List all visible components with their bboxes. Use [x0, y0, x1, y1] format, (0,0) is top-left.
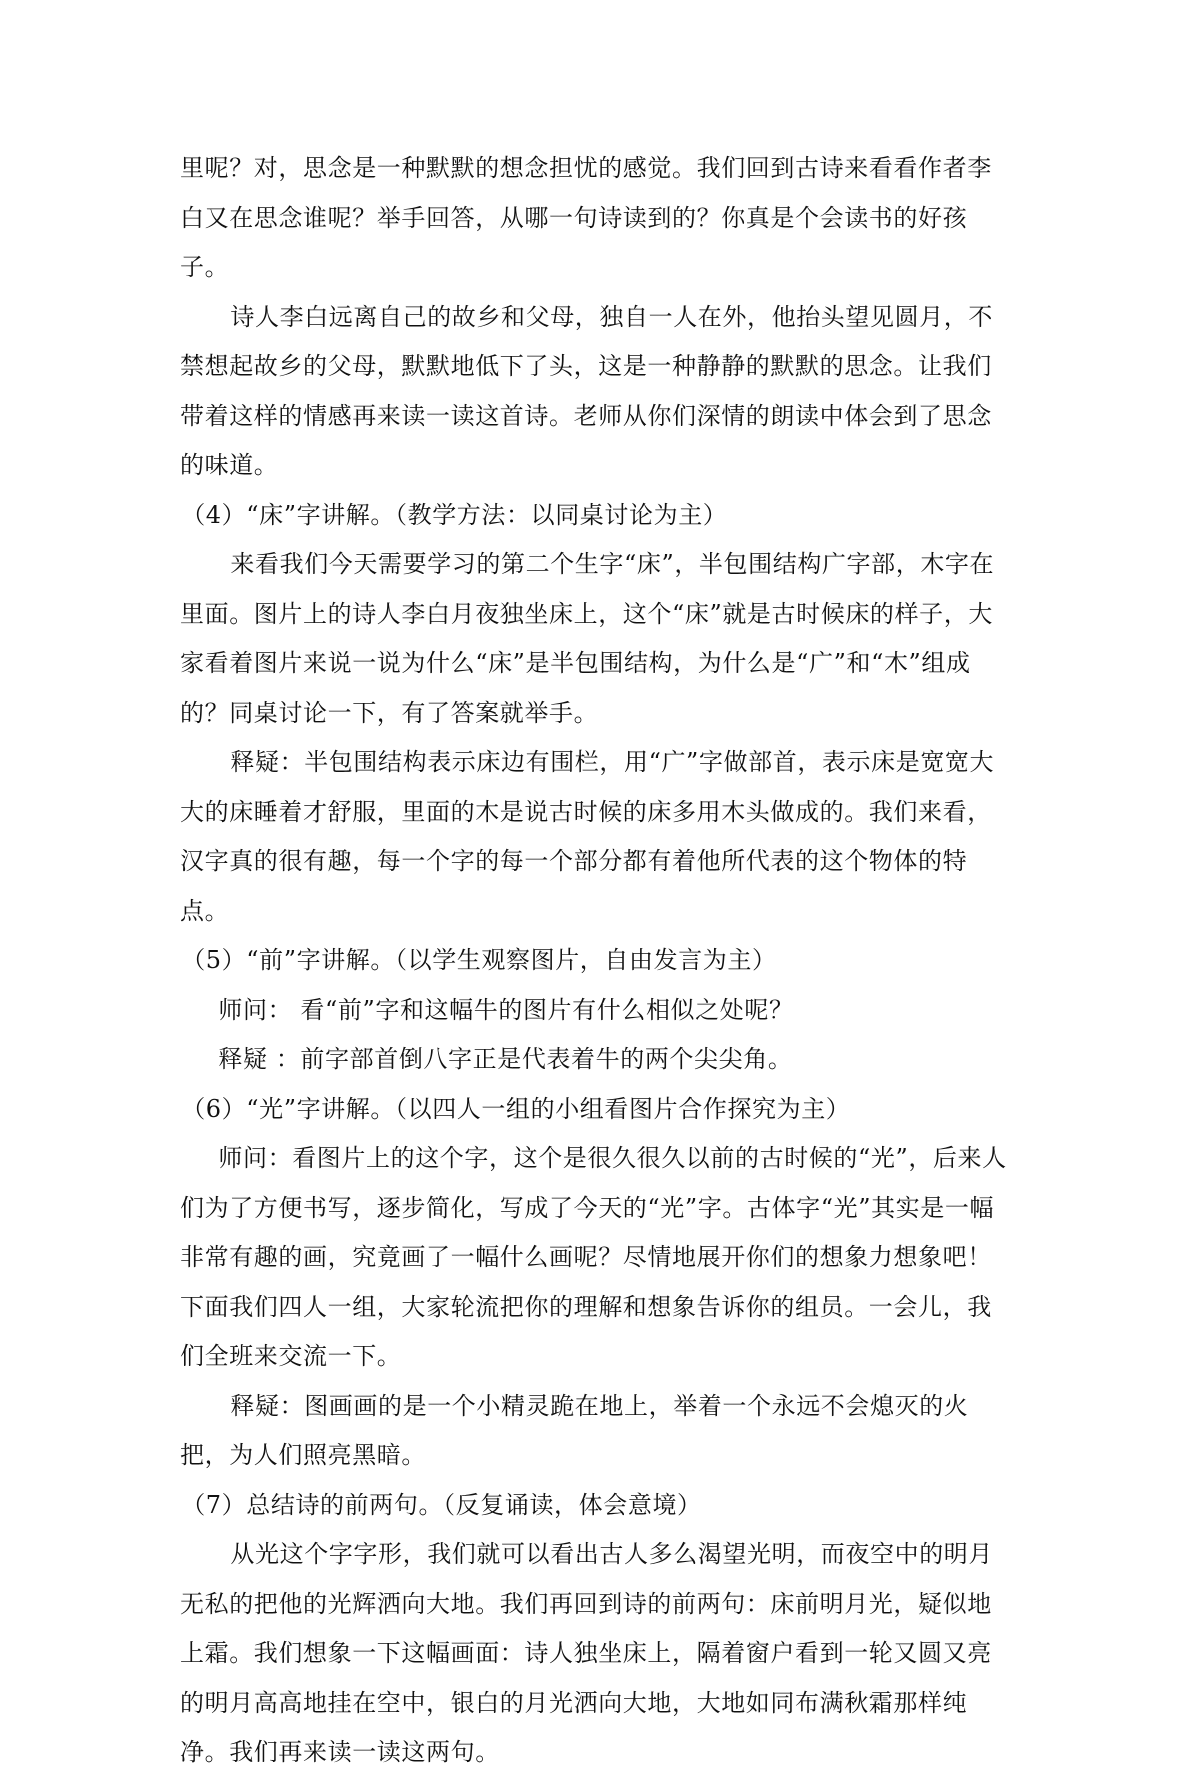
paragraph-5: 下面我们四人一组，大家轮流把你的理解和想象告诉你的组员。一会儿，我们全班来交流一下。: [180, 1292, 992, 1370]
paragraph-6: 从光这个字字形，我们就可以看出古人多么渴望光明，而夜空中的明月无私的把他的光辉洒向大地。我们再回到诗的前两句：床前明月光，疑似地上霜。我们想象一下这幅画面：诗人独坐床上，隔着窗户看到一轮又圆又亮的明月高高地挂在空中，银白的月光洒向大地，大地如同布满秋霜那样纯净。我们再来读一读这两句。: [180, 1540, 993, 1766]
teacher-question-2: 师问：看图片上的这个字，这个是很久很久以前的古时候的“光”，后来人们为了方便书写，逐步简化，写成了今天的“光”字。古体字“光”其实是一幅非常有趣的画，究竟画了一幅什么画呢？尽情地展开你们的想象力想象吧！: [180, 1144, 1007, 1271]
section-heading-4: （4）“床”字讲解。（教学方法：以同桌讨论为主）: [181, 500, 728, 529]
paragraph-2: 诗人李白远离自己的故乡和父母，独自一人在外，他抬头望见圆月，不禁想起故乡的父母，默默地低下了头，这是一种静静的默默的思念。让我们带着这样的情感再来读一读这首诗。老师从你们深情的朗读中体会到了思念的味道。: [180, 302, 993, 479]
explanation-2: 释疑：图画画的是一个小精灵跪在地上，举着一个永远不会熄灭的火把，为人们照亮黑暗。: [180, 1391, 969, 1469]
teacher-question-1: 师问： 看“前”字和这幅牛的图片有什么相似之处呢？: [218, 995, 794, 1024]
explanation-1: 释疑 ：前字部首倒八字正是代表着牛的两个尖尖角。: [218, 1045, 793, 1073]
paragraph-3: 来看我们今天需要学习的第二个生字“床”，半包围结构广字部，木字在里面。图片上的诗人李白月夜独坐床上，这个“床”就是古时候床的样子，大家看着图片来说一说为什么“床”是半包围结构，为什么是“广”和“木”组成的？同桌讨论一下，有了答案就举手。: [180, 550, 995, 727]
section-heading-5: （5）“前”字讲解。（以学生观察图片，自由发言为主）: [181, 946, 777, 974]
paragraph-4: 释疑：半包围结构表示床边有围栏，用“广”字做部首，表示床是宽宽大大的床睡着才舒服，里面的木是说古时候的床多用木头做成的。我们来看，汉字真的很有趣，每一个字的每一个部分都有着他所代表的这个物体的特点。: [180, 748, 995, 925]
section-heading-6: （6）“光”字讲解。（以四人一组的小组看图片合作探究为主）: [181, 1094, 851, 1123]
section-heading-7: （7）总结诗的前两句。（反复诵读，体会意境）: [181, 1490, 702, 1519]
paragraph-1: 里呢？对，思念是一种默默的想念担忧的感觉。我们回到古诗来看看作者李白又在思念谁呢？举手回答，从哪一句诗读到的？你真是个会读书的好孩子。: [180, 154, 992, 281]
